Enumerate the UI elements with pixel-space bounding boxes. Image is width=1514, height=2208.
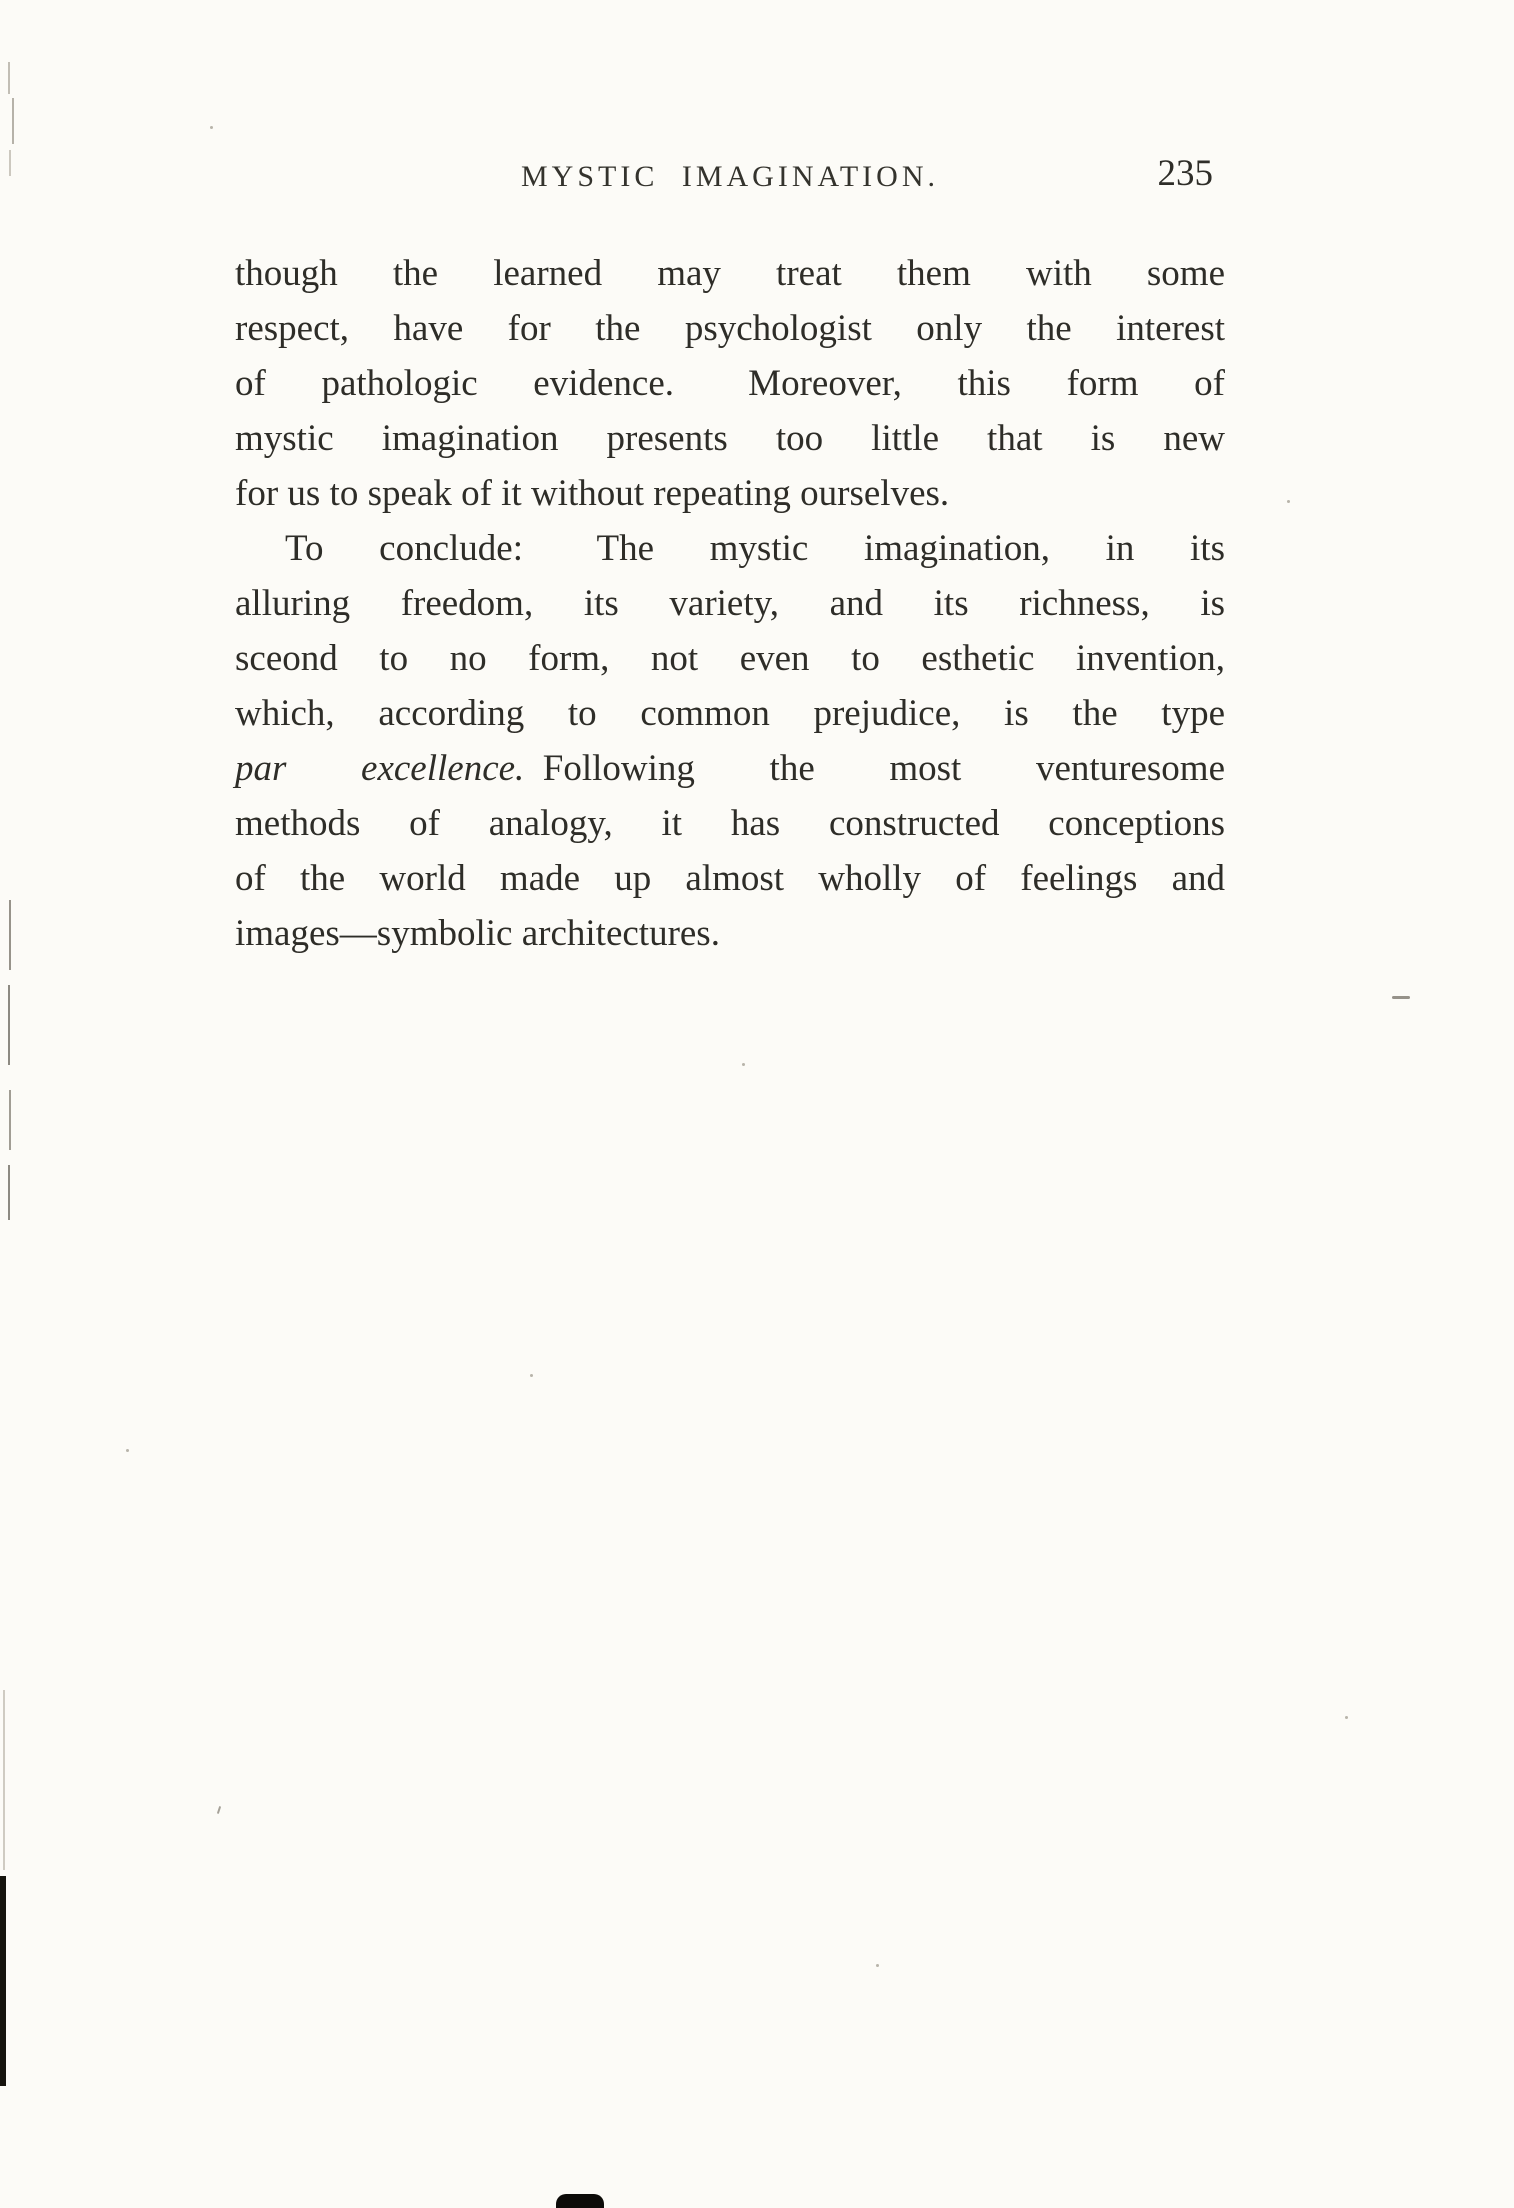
scan-artifact-right-dash [1392,996,1410,999]
scan-artifact-binding-mark [8,1165,10,1220]
page-number: 235 [1157,153,1213,194]
scan-speck [876,1964,879,1967]
text-line: To conclude: The mystic imagination, in its [285,528,1225,569]
scan-speck [217,1806,221,1814]
body-text [235,246,1225,961]
text-segment: Following the most venturesome [524,748,1225,789]
scan-speck [210,126,213,129]
italic-text: par excellence. [235,748,525,789]
scan-artifact-edge-mark [9,150,11,176]
scan-speck [530,1374,533,1377]
scan-artifact-binding-mark [8,985,10,1065]
text-line: alluring freedom, its variety, and its richness, is [235,583,1225,624]
text-line: mystic imagination presents too little that is new [235,418,1225,459]
text-line: of the world made up almost wholly of feelings and [235,858,1225,899]
text-line: of pathologic evidence. Moreover, this form of [235,363,1225,404]
paragraph [235,521,1225,961]
scan-speck [742,1063,745,1066]
text-line: respect, have for the psychologist only the interest [235,308,1225,349]
paragraph [235,246,1225,521]
text-line: sceond to no form, not even to esthetic invention, [235,638,1225,679]
text-line [235,741,1225,796]
scan-artifact-black-bar [0,1876,6,2086]
scan-speck [1345,1716,1348,1719]
running-header: MYSTIC IMAGINATION. [521,160,939,193]
scan-artifact-faint-bar [3,1690,5,1870]
scan-speck [1287,500,1290,503]
scan-artifact-binding-mark [9,900,11,970]
text-line: though the learned may treat them with some [235,253,1225,294]
scan-artifact-edge-mark [12,98,14,144]
text-line: images—symbolic architectures. [235,913,720,954]
scan-artifact-binding-mark [9,1090,11,1150]
text-line: for us to speak of it without repeating ourselves. [235,473,950,514]
text-line: methods of analogy, it has constructed conceptions [235,803,1225,844]
scan-artifact-bottom-blob [556,2194,604,2208]
text-line: which, according to common prejudice, is the type [235,693,1225,734]
scan-artifact-edge-mark [8,62,10,94]
scan-speck [126,1449,129,1452]
